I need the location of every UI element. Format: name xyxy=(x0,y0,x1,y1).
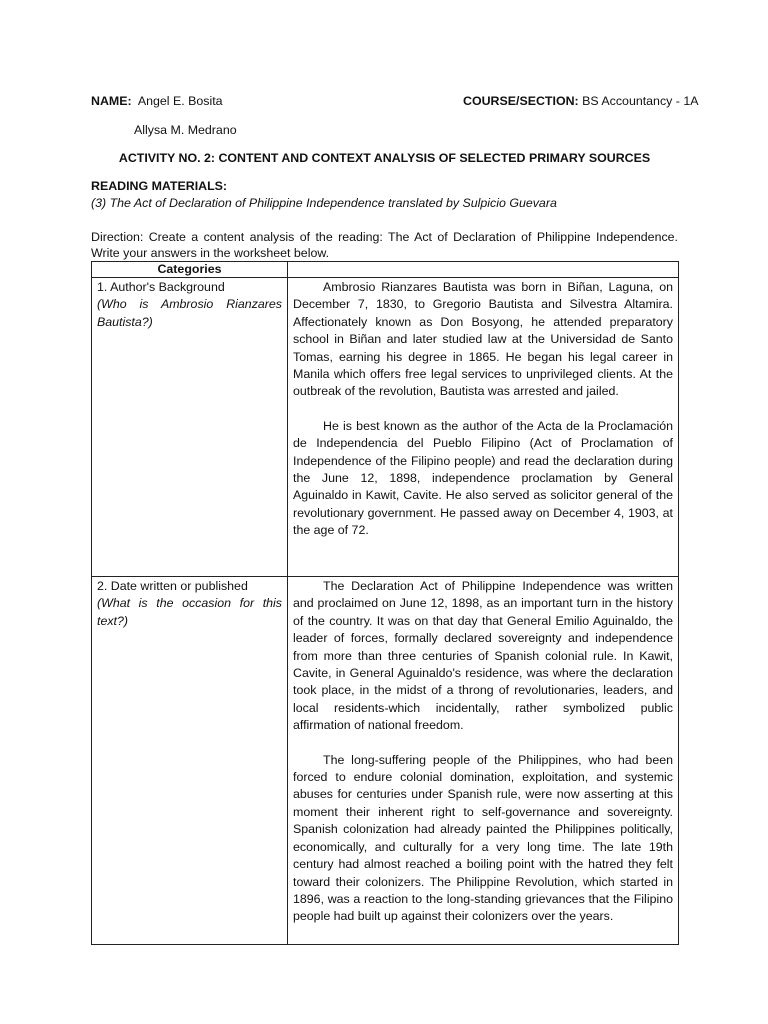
answer-paragraph: The Declaration Act of Philippine Independence was written and proclaimed on June 12, 1898, as an important turn in the history of the country. It was on that day that General Emilio Aguinaldo, the leader of forces, formally declared sovereignty and independence from more than three centuries of Spanish colonial rule. In Kawit, Cavite, in General Aguinaldo's residence, was where the declaration took place, in the midst of a throng of revolutionaries, leaders, and local residents-which incidentally, rather symbolized public affirmation of national freedom. xyxy=(293,579,673,733)
name-value-2: Allysa M. Medrano xyxy=(134,123,237,137)
category-cell xyxy=(92,278,288,577)
category-title: 2. Date written or published xyxy=(97,579,248,593)
course-label: COURSE/SECTION: xyxy=(463,94,579,108)
category-question: (What is the occasion for this text?) xyxy=(97,596,282,628)
header-answer xyxy=(288,262,679,278)
table-row xyxy=(92,577,679,945)
course-value: BS Accountancy - 1A xyxy=(582,94,699,108)
name-row xyxy=(91,94,699,112)
answer-cell xyxy=(288,577,679,945)
answer-paragraph: The long-suffering people of the Philippines, who had been forced to endure colonial domination, exploitation, and systemic abuses for centuries under Spanish rule, were now asserting at this moment their inherent right to self-governance and sovereignty. Spanish colonization had already painted the Philippines politically, economically, and culturally for a very long time. The late 19th century had almost reached a boiling point with the hatred they felt toward their colonizers. The Philippine Revolution, which started in 1896, was a reaction to the long-standing grievances that the Filipino people had built up against their colonizers over the years. xyxy=(293,752,673,924)
header-categories: Categories xyxy=(92,262,288,278)
category-title: 1. Author's Background xyxy=(97,280,225,294)
worksheet-table xyxy=(91,261,679,945)
reading-material-item: (3) The Act of Declaration of Philippine Independence translated by Sulpicio Guevara xyxy=(91,196,557,210)
answer-paragraph: Ambrosio Rianzares Bautista was born in Biñan, Laguna, on December 7, 1830, to Gregorio Bautista and Silvestra Altamira. Affectionately known as Don Bosyong, he attended preparatory school in Biñan and later studied law at the Universidad de Santo Tomas, earning his degree in 1865. He began his legal career in Manila which offers free legal services to unprivileged clients. At the outbreak of the revolution, Bautista was arrested and jailed. xyxy=(293,280,673,399)
name-label: NAME: xyxy=(91,94,132,108)
direction-text: Direction: Create a content analysis of the reading: The Act of Declaration of Philippine Independence. Write your answers in the worksheet below. xyxy=(91,230,678,260)
category-cell xyxy=(92,577,288,945)
course-section-field xyxy=(463,94,699,108)
answer-cell xyxy=(288,278,679,577)
table-row xyxy=(92,278,679,577)
answer-paragraph: He is best known as the author of the Acta de la Proclamación de Independencia del Pueblo Filipino (Act of Proclamation of Independence of the Filipino people) and read the declaration during the June 12, 1898, independence proclamation by General Aguinaldo in Kawit, Cavite. He also served as solicitor general of the revolutionary government. He passed away on December 4, 1903, at the age of 72. xyxy=(293,418,673,538)
table-header-row xyxy=(92,262,679,278)
name-value-1: Angel E. Bosita xyxy=(137,94,223,108)
category-question: (Who is Ambrosio Rianzares Bautista?) xyxy=(97,297,282,329)
activity-title: ACTIVITY NO. 2: CONTENT AND CONTEXT ANALYSIS OF SELECTED PRIMARY SOURCES xyxy=(118,151,651,165)
name-field xyxy=(91,94,223,108)
reading-materials-label: READING MATERIALS: xyxy=(91,179,228,193)
